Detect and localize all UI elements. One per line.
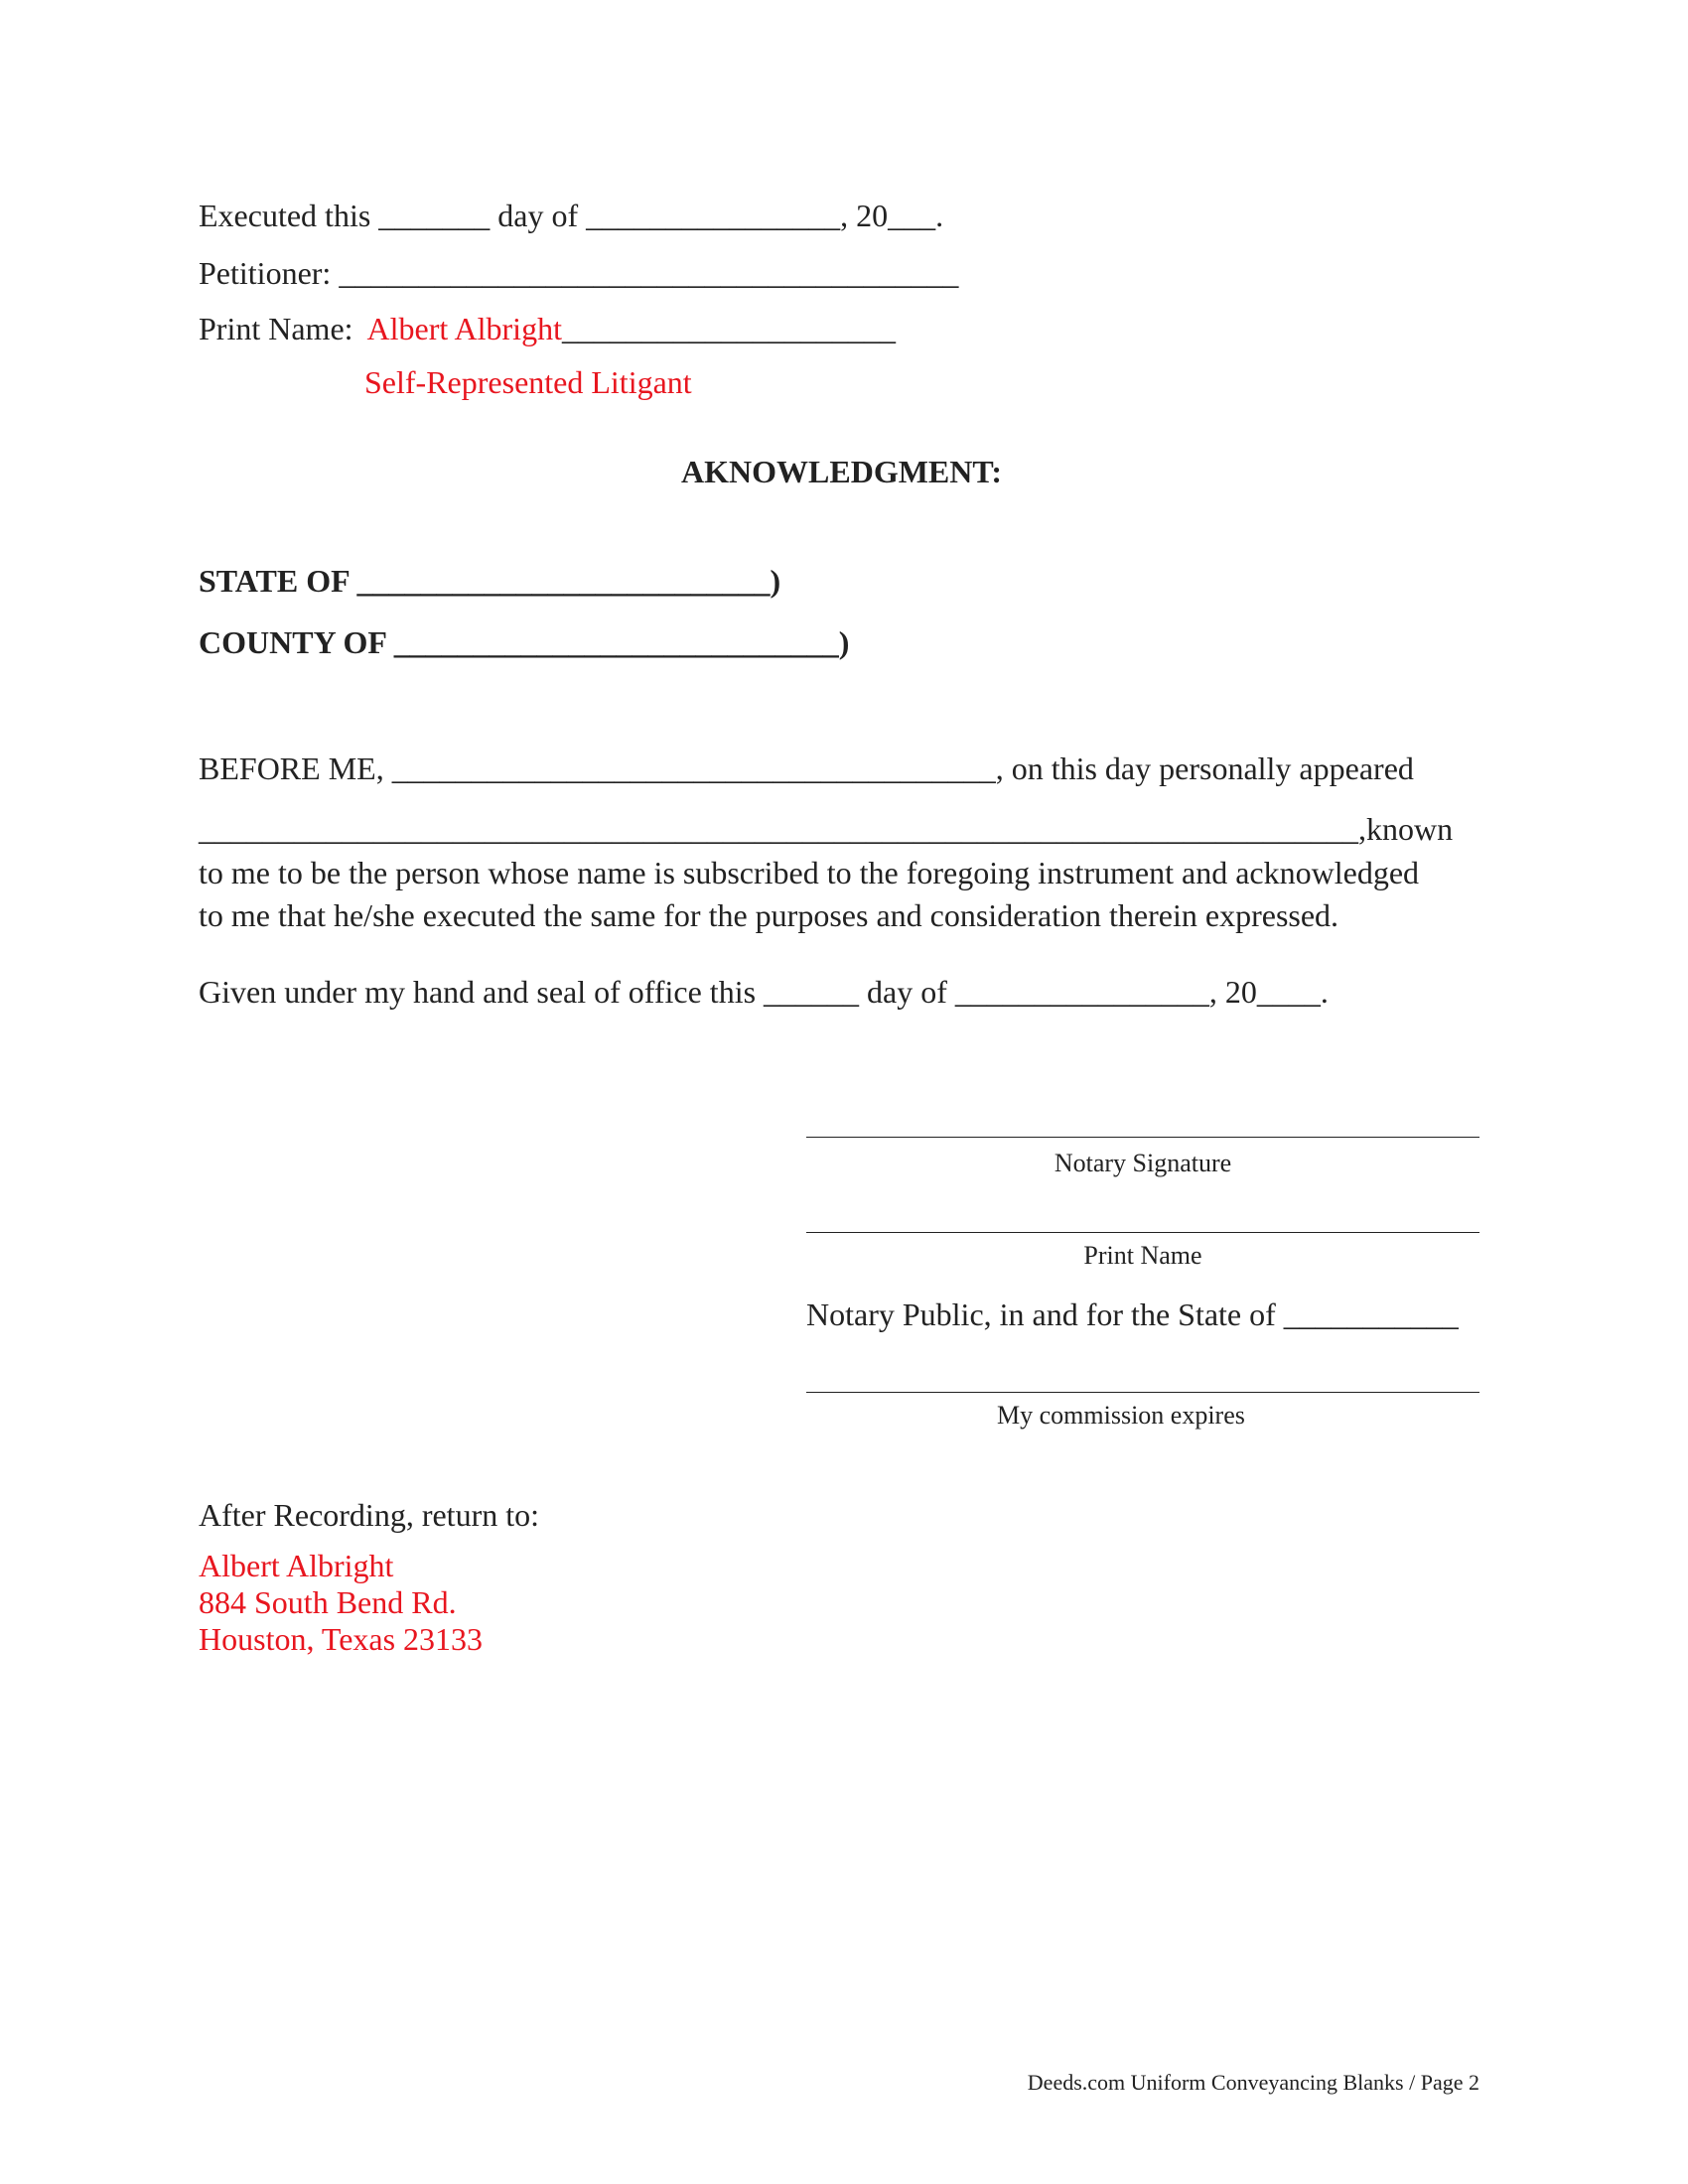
acknowledgment-heading: AKNOWLEDGMENT: — [681, 454, 1002, 489]
commission-expires-label: My commission expires — [997, 1401, 1245, 1430]
before-me-line: BEFORE ME, ______________________________________, on this day personally appeared — [199, 751, 1414, 786]
notary-state-line: Notary Public, in and for the State of ___________ — [806, 1297, 1459, 1332]
return-to-name: Albert Albright — [199, 1548, 394, 1583]
notary-signature-rule — [806, 1137, 1479, 1138]
acknowledgment-body-line-2: to me that he/she executed the same for the purposes and consideration therein expressed. — [199, 897, 1339, 933]
commission-rule — [806, 1392, 1479, 1393]
notary-print-name-label: Print Name — [1083, 1241, 1202, 1270]
return-to-address-line-2: Houston, Texas 23133 — [199, 1621, 484, 1657]
notary-signature-label: Notary Signature — [1054, 1149, 1232, 1177]
notary-print-name-rule — [806, 1232, 1479, 1233]
county-of-line: COUNTY OF ____________________________) — [199, 624, 850, 660]
state-of-line: STATE OF __________________________) — [199, 563, 781, 599]
return-to-label: After Recording, return to: — [199, 1497, 539, 1533]
print-name-label: Print Name: — [199, 311, 353, 346]
representation-status: Self-Represented Litigant — [364, 364, 692, 400]
print-name-value: Albert Albright — [366, 311, 562, 346]
print-name-blank: _____________________ — [561, 311, 896, 346]
executed-date-line: Executed this _______ day of ________________, 20___. — [199, 198, 944, 233]
return-to-address-line-1: 884 South Bend Rd. — [199, 1584, 457, 1620]
known-line: _________________________________________________________________________,known — [199, 811, 1454, 847]
print-name-row — [199, 310, 896, 347]
acknowledgment-body-line-1: to me to be the person whose name is subscribed to the foregoing instrument and acknowledged — [199, 855, 1420, 890]
given-under-hand-line: Given under my hand and seal of office this ______ day of ________________, 20____. — [199, 974, 1329, 1010]
petitioner-signature-line: Petitioner: _______________________________________ — [199, 255, 959, 291]
page-footer: Deeds.com Uniform Conveyancing Blanks / Page 2 — [1027, 2070, 1479, 2095]
